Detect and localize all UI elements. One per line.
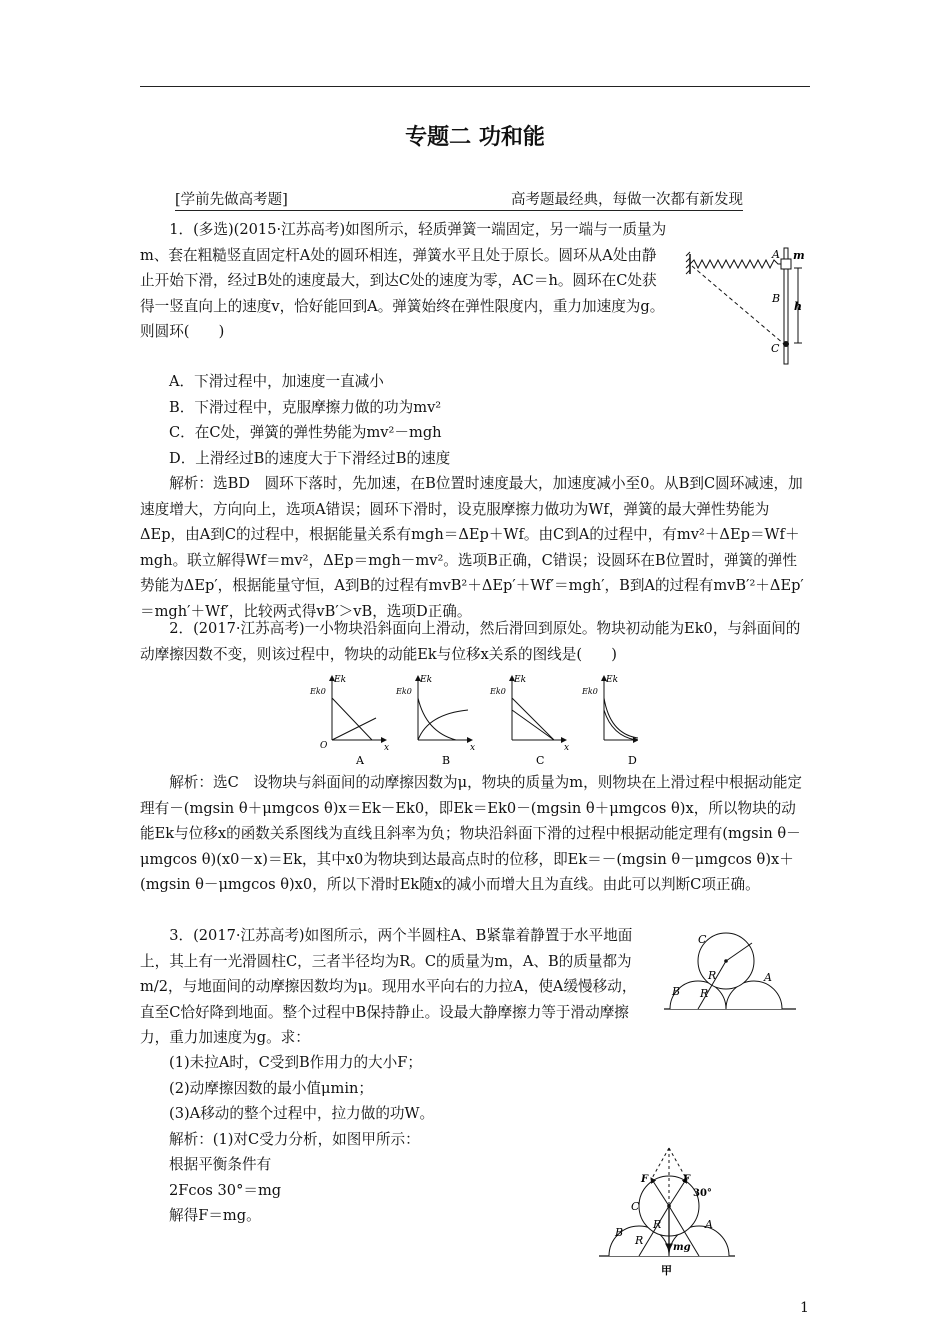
graph-c-ek0-label: Ek0 — [490, 687, 506, 696]
q1-analysis-text: 解析：选BD 圆环下落时，先加速，在B位置时速度最大，加速度减小至0。从B到C圆环减速，加速度增大，方向向上，选项A错误；圆环下滑时，设克服摩擦力做功为Wf，弹簧的最大弹性势能为ΔEp，由A到C的过程中，根据能量关系有mgh＝ΔEp＋Wf。由C到A的过程中，有mv²＋ΔEp＝Wf＋mgh。联立解得Wf＝mv²，ΔEp＝mgh－mv²。选项B正确，C错误；设圆环在B位置时，弹簧的弹性势能为ΔEp′，根据能量守恒，A到B的过程有mvB²＋ΔEp′＋Wf′＝mgh′，B到A的过程有mvB′²＋ΔEp′＝mgh′＋Wf′，比较两式得vB′＞vB，选项D正确。 — [140, 475, 804, 620]
top-rule — [140, 86, 810, 87]
fig2-label-r2: R — [635, 1234, 644, 1247]
q1-option-d: D．上滑经过B的速度大于下滑经过B的速度 — [169, 449, 451, 467]
graph-b-y-label: Ek — [420, 675, 433, 685]
graph-d-ek0-label: Ek0 — [582, 687, 598, 696]
fig1-label-b: B — [672, 985, 681, 998]
q3-sol-line-4: 解得F＝mg。 — [169, 1207, 261, 1224]
q1-analysis — [140, 471, 810, 624]
q1-options — [169, 369, 769, 471]
q2-text: 2．(2017·江苏高考)一小物块沿斜面向上滑动，然后滑回到原处。物块初动能为Ek0，与斜面间的动摩擦因数不变，则该过程中，物块的动能Ek与位移x关系的图线是( ) — [140, 620, 801, 663]
q3-stem — [140, 923, 640, 1051]
graph-c-x-label: x — [564, 743, 570, 753]
q2-stem — [140, 616, 810, 667]
label-a: A — [772, 248, 780, 261]
q2-analysis-text: 解析：选C 设物块与斜面间的动摩擦因数为μ，物块的质量为m，则物块在上滑过程中根据动能定理有－(mgsin θ＋μmgcos θ)x＝Ek－Ek0，即Ek＝Ek0－(mgsin θ＋μmgcos θ)x，所以物块的动能Ek与位移x的函数关系图线为直线且斜率为负；物块沿斜面下滑的过程中根据动能定理有(mgsin θ－μmgcos θ)(x0－x)＝Ek，其中x0为物块到达最高点时的位移，即Ek＝－(mgsin θ－μmgcos θ)x＋(mgsin θ－μmgcos θ)x0，所以下滑时Ek随x的减小而增大且为直线。由此可以判断C项正确。 — [140, 774, 803, 893]
q3-sol-line-1: 解析：(1)对C受力分析，如图甲所示： — [169, 1130, 420, 1148]
fig2-label-mg: mg — [673, 1242, 691, 1253]
graph-a-caption: A — [356, 754, 364, 767]
graph-c-caption: C — [536, 754, 545, 767]
q1-option-b: B．下滑过程中，克服摩擦力做的功为mv² — [169, 398, 442, 416]
section-header — [175, 188, 743, 211]
page-title: 专题二 功和能 — [405, 125, 545, 150]
fig2-label-a: A — [705, 1218, 713, 1231]
q1-option-c: C．在C处，弹簧的弹性势能为mv²－mgh — [169, 424, 442, 441]
graph-a-ek0-label: Ek0 — [310, 687, 326, 696]
q1-spring-ring-figure — [680, 240, 810, 370]
graph-a — [309, 675, 389, 767]
graph-c-y-label: Ek — [514, 675, 527, 685]
fig2-caption: 甲 — [661, 1264, 672, 1277]
fig2-label-f2: F — [683, 1174, 691, 1185]
header-right: 高考题最经典，每做一次都有新发现 — [511, 192, 743, 208]
graph-a-y-label: Ek — [334, 675, 347, 685]
fig2-label-c: C — [631, 1200, 640, 1213]
label-m: m — [793, 249, 805, 262]
q3-sol-line-3: 2Fcos 30°＝mg — [169, 1181, 282, 1199]
fig1-label-a: A — [764, 971, 772, 984]
fig2-label-f1: F — [641, 1174, 649, 1185]
label-c: C — [771, 342, 780, 355]
q3-part-3: (3)A移动的整个过程中，拉力做的功W。 — [169, 1105, 435, 1122]
q1-text: 1．(多选)(2015·江苏高考)如图所示，轻质弹簧一端固定，另一端与一质量为m、套在粗糙竖直固定杆A处的圆环相连，弹簧水平且处于原长。圆环从A处由静止开始下滑，经过B处的速度最大，到达C处的速度为零，AC＝h。圆环在C处获得一竖直向上的速度v，恰好能回到A。弹簧始终在弹性限度内，重力加速度为g。则圆环( ) — [140, 221, 667, 340]
graph-d-y-label: Ek — [606, 675, 619, 685]
q2-analysis — [140, 770, 810, 898]
q3-part-1: (1)未拉A时，C受到B作用力的大小F； — [169, 1054, 422, 1071]
fig2-label-angle: 30° — [693, 1188, 712, 1199]
fig1-label-r1: R — [708, 969, 717, 982]
fig2-label-r1: R — [653, 1218, 662, 1231]
header-left: [学前先做高考题] — [175, 192, 288, 208]
page-number: 1 — [800, 1300, 809, 1316]
q3-part-2: (2)动摩擦因数的最小值μmin； — [169, 1079, 373, 1097]
fig2-label-b: B — [615, 1226, 624, 1239]
spring — [690, 260, 784, 268]
label-h: h — [794, 300, 802, 313]
ring-at-a — [781, 259, 791, 269]
label-b: B — [772, 292, 781, 305]
q3-text: 3．(2017·江苏高考)如图所示，两个半圆柱A、B紧靠着静置于水平地面上，其上有一光滑圆柱C，三者半径均为R。C的质量为m，A、B的质量都为m/2，与地面间的动摩擦因数均为μ。现用水平向右的力拉A，使A缓慢移动，直至C恰好降到地面。整个过程中B保持静止。设最大静摩擦力等于滑动摩擦力，重力加速度为g。求： — [140, 927, 637, 1046]
q3-force-diagram — [595, 1138, 745, 1288]
graph-a-origin: O — [320, 741, 328, 751]
graph-d — [581, 675, 638, 767]
q3-sol-line-2: 根据平衡条件有 — [169, 1156, 272, 1173]
graph-c — [489, 675, 569, 767]
graph-b-x-label: x — [470, 743, 476, 753]
graph-d-caption: D — [628, 754, 637, 767]
q1-stem — [140, 217, 668, 345]
graph-a-x-label: x — [384, 743, 390, 753]
fig1-label-r2: R — [700, 987, 709, 1000]
graph-b — [395, 675, 475, 767]
q3-parts — [169, 1050, 619, 1229]
fig1-label-c: C — [698, 933, 707, 946]
q3-cylinders-figure — [660, 925, 800, 1025]
q1-option-a: A．下滑过程中，加速度一直减小 — [169, 373, 384, 390]
graph-b-ek0-label: Ek0 — [396, 687, 412, 696]
q2-graphs — [308, 670, 638, 770]
graph-b-caption: B — [442, 754, 451, 767]
